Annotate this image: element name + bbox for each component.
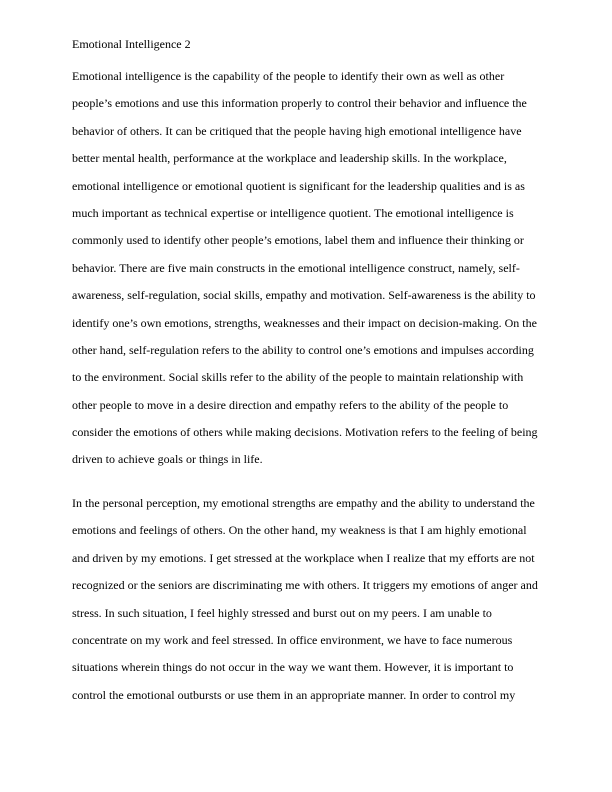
text-line: concentrate on my work and feel stressed. In office environment, we have to face numerous [72, 632, 513, 647]
text-line: much important as technical expertise or intelligence quotient. The emotional intelligence is [72, 205, 514, 220]
text-line: recognized or the seniors are discriminating me with others. It triggers my emotions of anger and [72, 578, 538, 593]
text-line: commonly used to identify other people’s emotions, label them and influence their thinking or [72, 233, 524, 248]
text-line: and driven by my emotions. I get stressed at the workplace when I realize that my efforts are not [72, 550, 535, 565]
text-line: control the emotional outbursts or use them in an appropriate manner. In order to control my [72, 687, 516, 702]
text-line: stress. In such situation, I feel highly stressed and burst out on my peers. I am unable to [72, 605, 492, 620]
text-line: In the personal perception, my emotional strengths are empathy and the ability to understand the [72, 496, 535, 510]
text-line: behavior. There are five main constructs in the emotional intelligence construct, namely, self- [72, 260, 520, 275]
text-line: driven to achieve goals or things in life. [72, 452, 263, 467]
text-line: better mental health, performance at the workplace and leadership skills. In the workplace, [72, 151, 507, 166]
text-line: people’s emotions and use this information properly to control their behavior and influence the [72, 96, 527, 111]
text-line: Emotional intelligence is the capability of the people to identify their own as well as other [72, 69, 505, 83]
paragraph-1 [72, 70, 542, 481]
text-line: emotional intelligence or emotional quotient is significant for the leadership qualities and is as [72, 178, 525, 193]
text-line: emotions and feelings of others. On the other hand, my weakness is that I am highly emotional [72, 523, 527, 538]
text-line: other people to move in a desire direction and empathy refers to the ability of the people to [72, 397, 509, 412]
text-line: identify one’s own emotions, strengths, weaknesses and their impact on decision-making. On the [72, 315, 537, 330]
text-line: behavior of others. It can be critiqued that the people having high emotional intelligence have [72, 123, 522, 138]
text-line: to the environment. Social skills refer to the ability of the people to maintain relationship with [72, 370, 524, 385]
text-line: awareness, self-regulation, social skills, empathy and motivation. Self-awareness is the ability to [72, 288, 536, 303]
text-line: consider the emotions of others while making decisions. Motivation refers to the feeling of being [72, 425, 538, 440]
text-line: situations wherein things do not occur in the way we want them. However, it is important to [72, 660, 514, 675]
text-line: other hand, self-regulation refers to the ability to control one’s emotions and impulses according [72, 342, 534, 357]
running-head: Emotional Intelligence 2 [72, 37, 191, 51]
paragraph-2 [72, 497, 542, 716]
